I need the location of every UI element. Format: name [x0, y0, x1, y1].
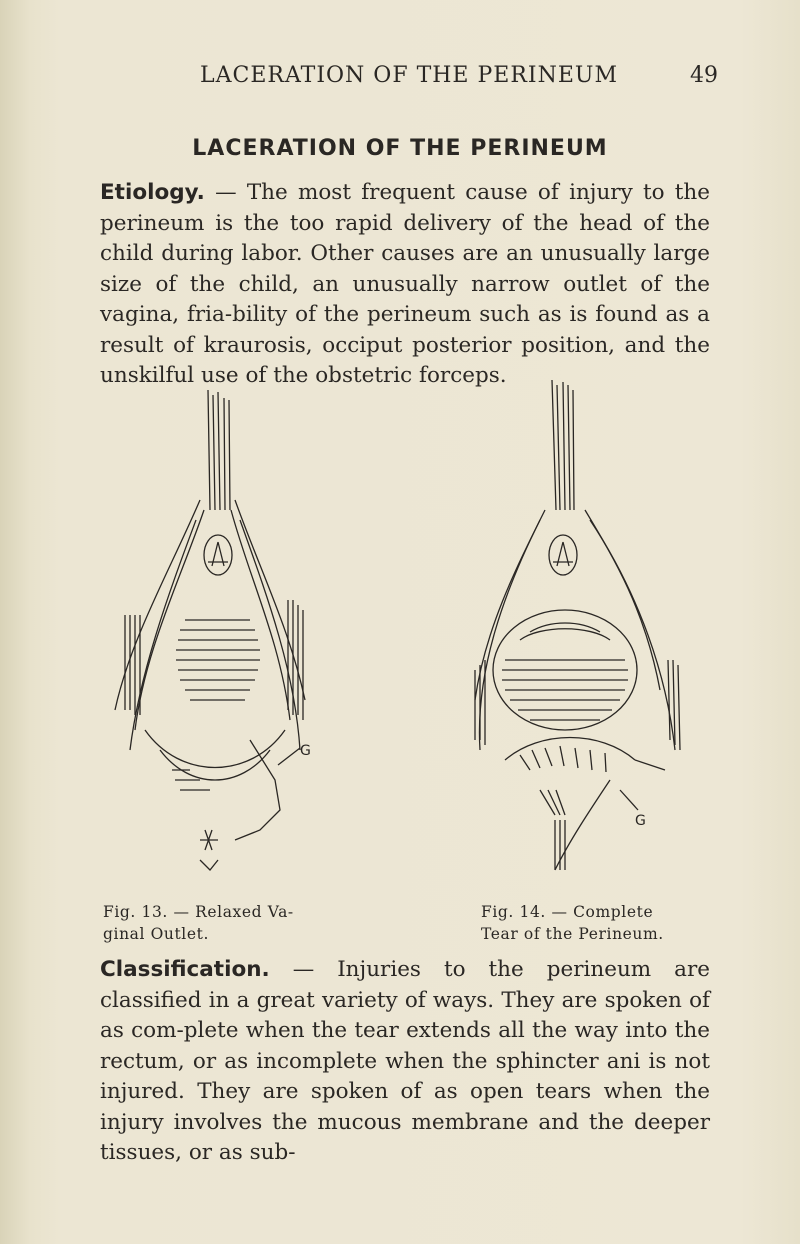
running-title: LACERATION OF THE PERINEUM: [200, 63, 618, 88]
figure-13-caption-line-2: ginal Outlet.: [103, 925, 209, 943]
figure-13-caption: [103, 901, 363, 945]
figure-14-caption: [481, 901, 721, 945]
figure-13-drawing: [100, 370, 340, 875]
classification-text: — Injuries to the perineum are classified in a great variety of ways. They are spoken of as com-plete when the tear extends all the way into the rectum, or as incomplete when the sphincter ani is not injured. They are spoken of as open tears when the injury involves the mucous membrane and the deeper tissues, or as sub-: [100, 957, 710, 1165]
section-title: LACERATION OF THE PERINEUM: [192, 136, 608, 161]
figure-13-caption-line-1: Fig. 13. — Relaxed Va-: [103, 903, 294, 921]
figure-14-drawing: [460, 370, 710, 875]
etiology-text: — The most frequent cause of injury to the perineum is the too rapid delivery of the head of the child during labor. Other causes are an unusually large size of the child, an unusually narrow outlet of the vagina, fria-bility of the perineum such as is found as a result of kraurosis, occiput posterior position, and the unskilful use of the obstetric forceps.: [100, 180, 710, 388]
figure-13-illustration: [100, 370, 340, 875]
figure-13-label-g: G: [300, 743, 311, 759]
classification-label: Classification.: [100, 957, 270, 982]
figure-14-illustration: [460, 370, 710, 875]
running-head: [0, 63, 800, 93]
etiology-label: Etiology.: [100, 180, 205, 205]
etiology-paragraph: [100, 178, 710, 392]
classification-paragraph: [100, 955, 710, 1169]
page-number: 49: [690, 63, 718, 88]
figure-14-caption-line-1: Fig. 14. — Complete: [481, 903, 654, 921]
figure-14-caption-line-2: Tear of the Perineum.: [481, 925, 664, 943]
figure-14-label-g: G: [635, 813, 646, 829]
